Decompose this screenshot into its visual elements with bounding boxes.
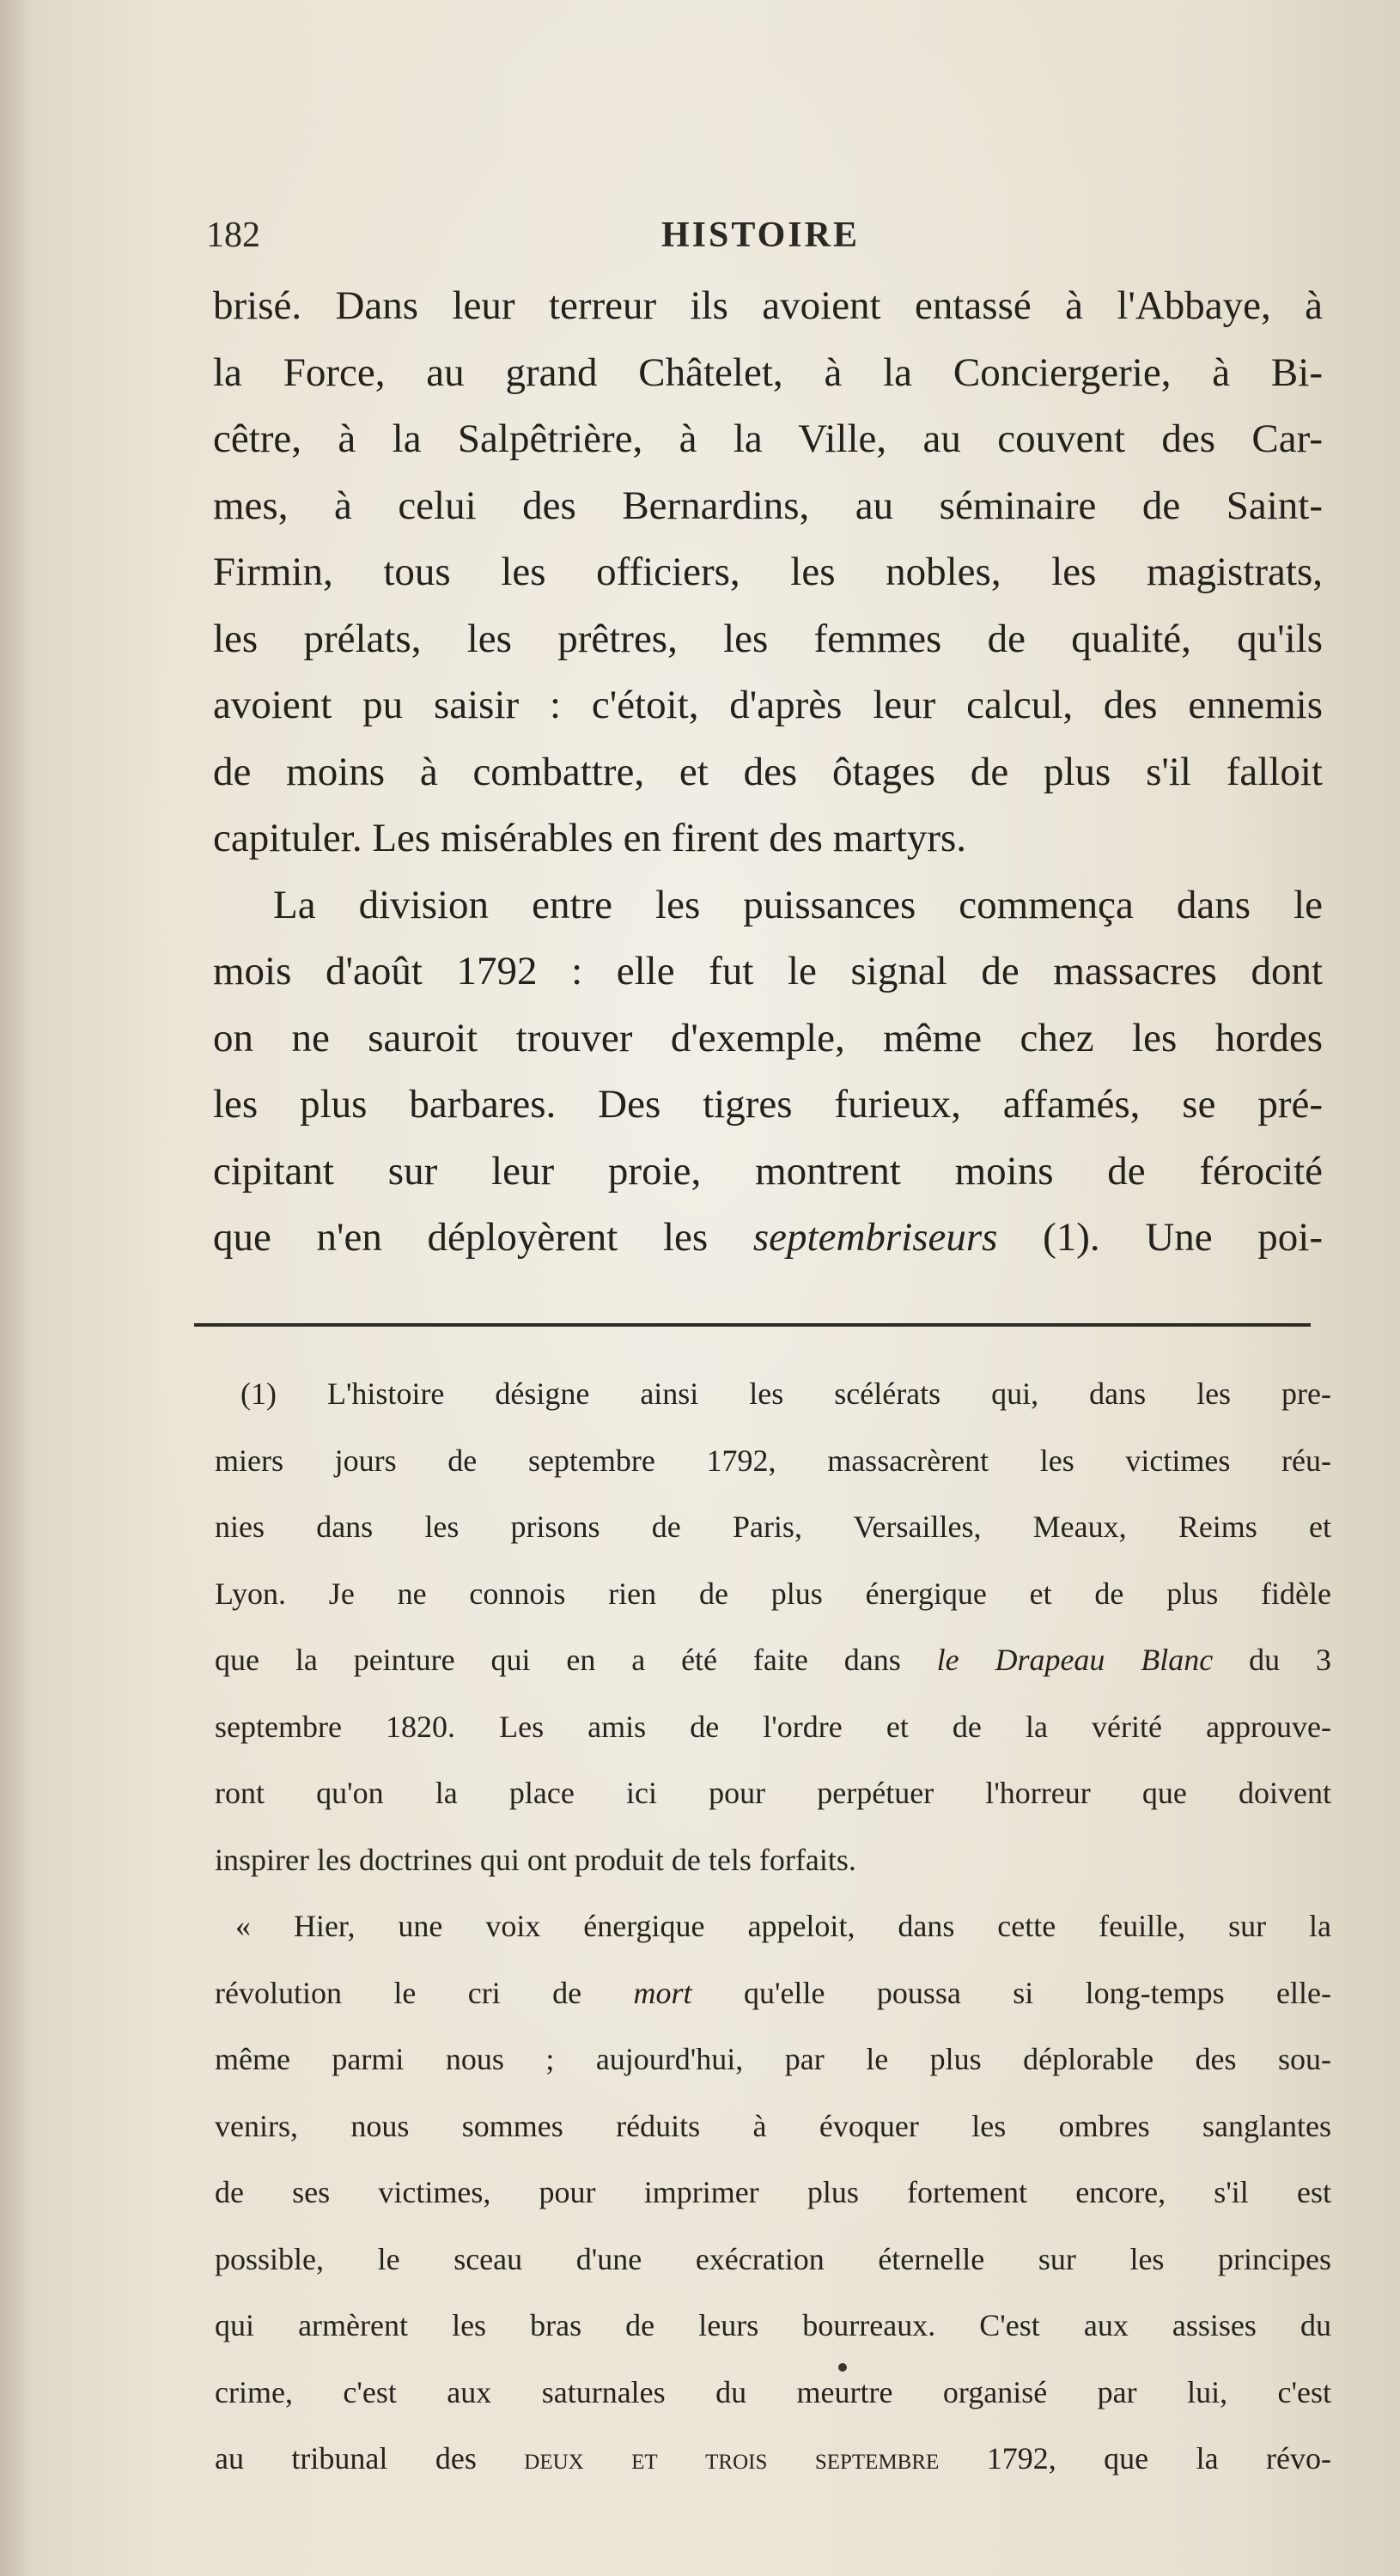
main-line: mes, à celui des Bernardins, au séminaire de Saint- [213, 483, 1323, 528]
text-run: révolution le cri de [215, 1975, 634, 2010]
quote-line: crime, c'est aux saturnales du meurtre organisé par lui, c'est [215, 2374, 1331, 2409]
main-line: on ne sauroit trouver d'exemple, même chez les hordes [213, 1015, 1323, 1060]
running-title: HISTOIRE [661, 216, 860, 255]
ink-dot [838, 2363, 847, 2372]
italic-term: mort [633, 1975, 692, 2010]
main-line: la Force, au grand Châtelet, à la Conciergerie, à Bi- [213, 349, 1323, 395]
footnote-line [215, 1636, 1331, 1703]
page-header [206, 215, 1323, 266]
main-line: mois d'août 1792 : elle fut le signal de massacres dont [213, 949, 1323, 993]
quote-line: qui armèrent les bras de leurs bourreaux. C'est aux assises du [215, 2308, 1331, 2342]
text-run: 1792, que la révo- [939, 2441, 1331, 2476]
main-line: capituler. Les misérables en firent des martyrs. [213, 816, 967, 860]
quote-line: possible, le sceau d'une exécration éternelle sur les principes [215, 2241, 1331, 2276]
footnote-line: Lyon. Je ne connois rien de plus énergique et de plus fidèle [215, 1576, 1331, 1611]
page-gutter-shadow [0, 0, 34, 2576]
italic-term: septembriseurs [752, 1215, 998, 1260]
footnote-line: septembre 1820. Les amis de l'ordre et de la vérité approuve- [215, 1709, 1331, 1744]
quote-line [215, 1969, 1331, 2036]
text-run: du 3 [1213, 1643, 1332, 1677]
quote-line: même parmi nous ; aujourd'hui, par le plus déplorable des sou- [215, 2042, 1331, 2076]
text-run: au tribunal des [215, 2441, 525, 2476]
footnote-line: ront qu'on la place ici pour perpétuer l'horreur que doivent [215, 1776, 1331, 1810]
paragraph-start-line: La division entre les puissances commença dans le [273, 882, 1323, 927]
main-line: brisé. Dans leur terreur ils avoient entassé à l'Abbaye, à [213, 283, 1323, 328]
main-line: les prélats, les prêtres, les femmes de qualité, qu'ils [213, 616, 1323, 661]
main-last-line [213, 1205, 1323, 1272]
footnote-ref-text: (1). Une poi- [997, 1215, 1323, 1260]
footnote-line: nies dans les prisons de Paris, Versailles, Meaux, Reims et [215, 1510, 1331, 1544]
footnote-line: inspirer les doctrines qui ont produit de tels forfaits. [215, 1842, 856, 1877]
footnote-line: miers jours de septembre 1792, massacrèrent les victimes réu- [215, 1443, 1331, 1478]
italic-title: le Drapeau Blanc [936, 1643, 1214, 1677]
footnote-separator-rule [194, 1323, 1311, 1327]
main-line: avoient pu saisir : c'étoit, d'après leur calcul, des ennemis [213, 683, 1323, 727]
footnote-line: (1) L'histoire désigne ainsi les scélérats qui, dans les pre- [240, 1376, 1331, 1411]
main-line: cipitant sur leur proie, montrent moins de férocité [213, 1148, 1323, 1194]
quote-line [215, 2434, 1331, 2501]
quote-line: « Hier, une voix énergique appeloit, dans cette feuille, sur la [235, 1909, 1331, 1943]
text-run: qu'elle poussa si long-temps elle- [691, 1975, 1331, 2010]
quote-line: venirs, nous sommes réduits à évoquer les ombres sanglantes [215, 2108, 1331, 2143]
text-run: que n'en déployèrent les [213, 1215, 753, 1260]
main-line: de moins à combattre, et des ôtages de plus s'il falloit [213, 749, 1323, 794]
small-caps-dates: deux et trois septembre [524, 2441, 940, 2476]
footnote-block [215, 1370, 1331, 2501]
page-number: 182 [206, 216, 260, 255]
main-line: cêtre, à la Salpêtrière, à la Ville, au couvent des Car- [213, 416, 1323, 461]
main-line: Firmin, tous les officiers, les nobles, les magistrats, [213, 550, 1323, 594]
quote-line: de ses victimes, pour imprimer plus fortement encore, s'il est [215, 2175, 1331, 2209]
main-text-block [213, 273, 1323, 1272]
main-line: les plus barbares. Des tigres furieux, affamés, se pré- [213, 1082, 1323, 1127]
text-run: que la peinture qui en a été faite dans [215, 1643, 937, 1677]
